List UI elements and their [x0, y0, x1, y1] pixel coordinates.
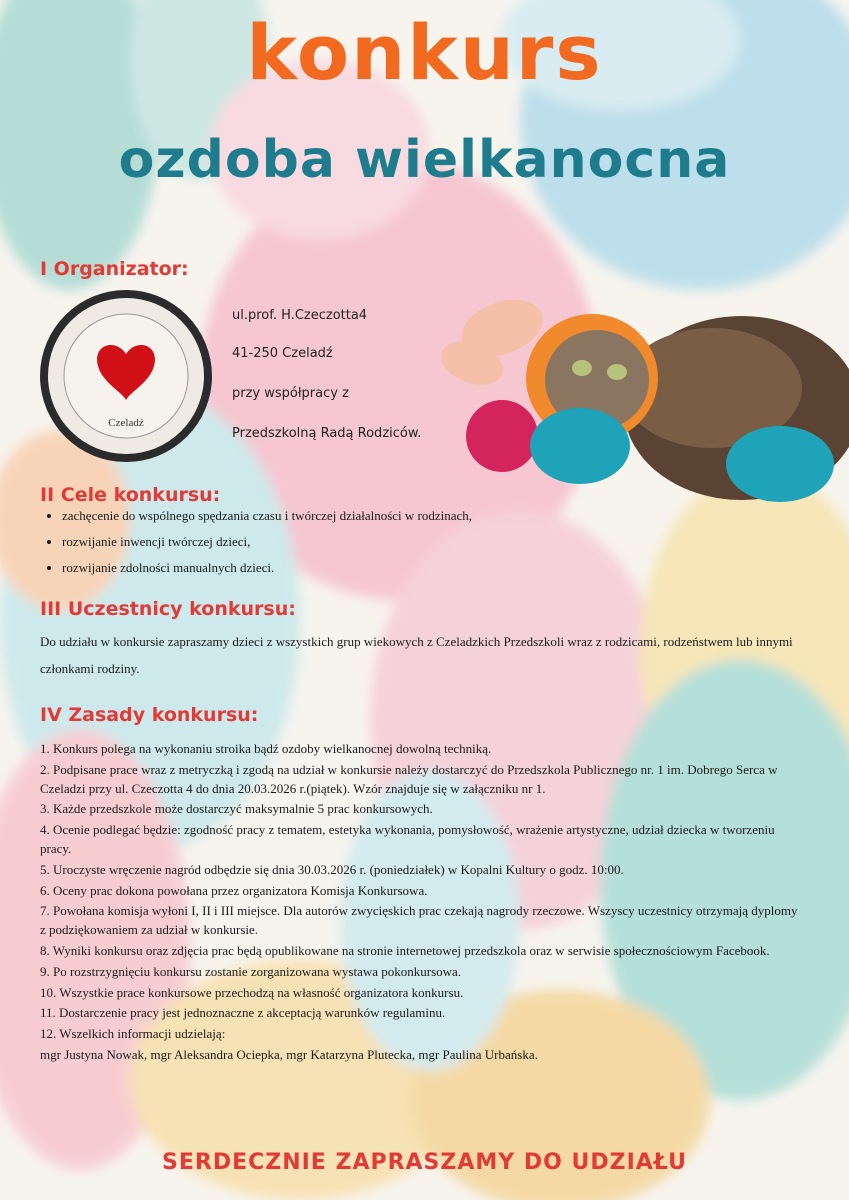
address-line-city: 41-250 Czeladź — [232, 346, 333, 361]
address-line-council: Przedszkolną Radą Rodziców. — [232, 426, 422, 441]
invitation-footer: SERDECZNIE ZAPRASZAMY DO UDZIAŁU — [162, 1150, 687, 1175]
list-item: mgr Justyna Nowak, mgr Aleksandra Ociepka, mgr Katarzyna Plutecka, mgr Paulina Urbańska. — [40, 1046, 538, 1062]
goals-list — [40, 508, 622, 586]
list-item: 2. Podpisane prace wraz z metryczką i zgodą na udział w konkursie należy dostarczyć do Przedszkola Publicznego nr. 1 im. Dobrego Serca w Czeladzi przy ul. Czeczotta 4 do dnia 20.03.2026 r.(piątek). Wzór znajduje się w załączniku nr 1. — [40, 761, 778, 796]
address-line-street: ul.prof. H.Czeczotta4 — [232, 308, 368, 323]
list-item: 1. Konkurs polega na wykonaniu stroika bądź ozdoby wielkanocnej dowolną techniką. — [40, 741, 492, 756]
address-line-cooperation: przy współpracy z — [232, 386, 349, 401]
section-participants-heading: III Uczestnicy konkursu: — [40, 598, 296, 620]
preschool-logo — [38, 288, 214, 464]
list-item: • rozwijanie inwencji twórczej dzieci, — [62, 534, 622, 550]
list-item: 9. Po rozstrzygnięciu konkursu zostanie zorganizowana wystawa pokonkursowa. — [40, 963, 462, 979]
list-item: 12. Wszelkich informacji udzielają: — [40, 1026, 226, 1042]
list-item: 11. Dostarczenie pracy jest jednoznaczne z akceptacją warunków regulaminu. — [40, 1005, 446, 1021]
participants-text: Do udziału w konkursie zapraszamy dzieci z wszystkich grup wiekowych z Czeladzkich Przedszkoli wraz z rodzicami, rodzeństwem lub innymi członkami rodziny. — [40, 634, 793, 676]
section-rules-heading: IV Zasady konkursu: — [40, 704, 259, 726]
svg-text:Czeladź: Czeladź — [108, 417, 144, 429]
poster-title: konkurs — [246, 8, 603, 97]
list-item: • rozwijanie zdolności manualnych dzieci. — [62, 560, 622, 576]
list-item: 3. Każde przedszkole może dostarczyć maksymalnie 5 prac konkursowych. — [40, 801, 433, 817]
list-item: 6. Oceny prac dokona powołana przez organizatora Komisja Konkursowa. — [40, 882, 428, 898]
list-item: • zachęcenie do wspólnego spędzania czasu i twórczej działalności w rodzinach, — [62, 508, 622, 524]
list-item: 5. Uroczyste wręczenie nagród odbędzie się dnia 30.03.2026 r. (poniedziałek) w Kopalni Kultury o godz. 10:00. — [40, 861, 624, 877]
section-organizer-heading: I Organizator: — [40, 258, 189, 280]
list-item: 7. Powołana komisja wyłoni I, II i III miejsce. Dla autorów zwycięskich prac czekają nagrody rzeczowe. Wszyscy uczestnicy otrzymają dyplomy z podziękowaniem za udział w konkursie. — [40, 903, 798, 938]
cat-in-bunny-hat-image — [432, 268, 849, 530]
list-item: 4. Ocenie podlegać będzie: zgodność pracy z tematem, estetyka wykonania, pomysłowość, wrażenie artystyczne, udział dziecka w tworzeniu pracy. — [40, 822, 775, 856]
section-goals-heading: II Cele konkursu: — [40, 484, 221, 506]
poster-subtitle: ozdoba wielkanocna — [118, 130, 731, 190]
rules-list — [40, 740, 800, 1067]
list-item: 10. Wszystkie prace konkursowe przechodzą na własność organizatora konkursu. — [40, 984, 464, 1000]
list-item: 8. Wyniki konkursu oraz zdjęcia prac będą opublikowane na stronie internetowej przedszkola oraz w serwisie społecznościowym Facebook. — [40, 942, 770, 958]
